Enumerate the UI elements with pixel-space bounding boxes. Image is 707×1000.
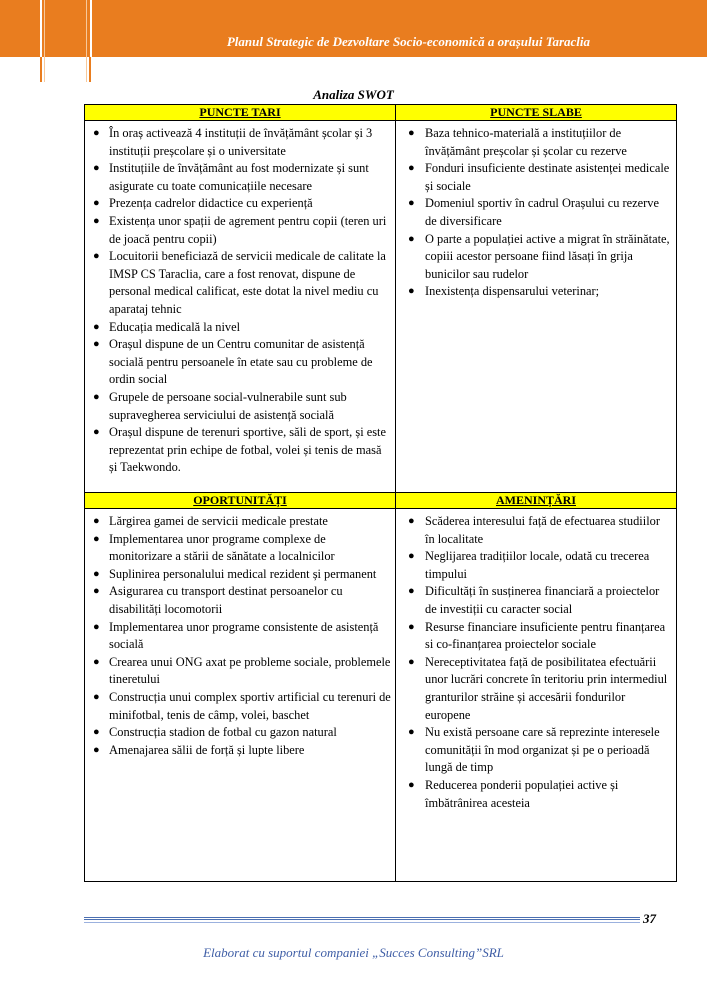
list-item-text: Implementarea unor programe complexe de monitorizare a stării de sănătate a localnicilor <box>109 531 335 564</box>
threats-list <box>396 509 676 812</box>
list-item <box>396 583 672 618</box>
list-item-text: Existența unor spații de agrement pentru copii (teren uri de joacă pentru copii) <box>109 213 387 246</box>
list-item-text: Grupele de persoane social-vulnerabile sunt sub supravegherea serviciului de asistență socială <box>109 389 347 422</box>
bullet-icon: ● <box>93 585 100 598</box>
list-item <box>85 566 391 584</box>
list-item-text: Crearea unui ONG axat pe probleme sociale, problemele tineretului <box>109 654 391 687</box>
list-item <box>85 125 391 160</box>
list-item-text: Reducerea ponderii populației active și îmbătrânirea acesteia <box>425 777 619 810</box>
bullet-icon: ● <box>93 214 100 227</box>
list-item <box>396 619 672 654</box>
bullet-icon: ● <box>408 515 415 527</box>
list-item <box>85 513 391 531</box>
list-item-text: Baza tehnico-materială a instituțiilor de învățământ preșcolar și școlar cu rezerve <box>425 126 627 158</box>
opportunities-list <box>85 509 395 759</box>
header-decor-line <box>40 57 42 82</box>
list-item-text: Implementarea unor programe consistente de asistență socială <box>109 619 379 652</box>
bullet-icon: ● <box>93 390 100 403</box>
opportunities-heading: OPORTUNITĂȚI <box>85 493 396 509</box>
table-caption: Analiza SWOT <box>313 87 394 102</box>
bullet-icon: ● <box>408 162 415 175</box>
list-item <box>396 283 672 301</box>
list-item <box>396 777 672 812</box>
bullet-icon: ● <box>408 197 415 210</box>
bullet-icon: ● <box>93 620 100 633</box>
list-item <box>85 336 391 389</box>
page-number: 37 <box>643 911 656 926</box>
bullet-icon: ● <box>93 515 100 527</box>
strengths-cell <box>85 121 396 493</box>
list-item <box>85 160 391 195</box>
header-decor-line <box>89 57 91 82</box>
list-item-text: Domeniul sportiv în cadrul Orașului cu rezerve de diversificare <box>425 196 659 228</box>
list-item-text: Neglijarea tradițiilor locale, odată cu trecerea timpului <box>425 549 650 581</box>
strengths-heading: PUNCTE TARI <box>85 105 396 121</box>
bullet-icon: ● <box>93 250 100 263</box>
list-item <box>396 160 672 195</box>
list-item <box>85 531 391 566</box>
list-item-text: Suplinirea personalului medical rezident și permanent <box>109 566 377 581</box>
bullet-icon: ● <box>93 690 100 703</box>
list-item <box>85 689 391 724</box>
list-item-text: Amenajarea sălii de forță și lupte libere <box>109 742 305 757</box>
list-item-text: Dificultăți în susținerea financiară a proiectelor de investiții cu caracter social <box>425 584 660 616</box>
list-item-text: Inexistența dispensarului veterinar; <box>425 284 600 299</box>
bullet-icon: ● <box>93 567 100 580</box>
bullet-icon: ● <box>408 127 415 139</box>
list-item-text: În oraș activează 4 instituții de învățământ școlar și 3 instituții preșcolare și o universitate <box>109 126 373 158</box>
bullet-icon: ● <box>408 655 415 668</box>
list-item <box>396 125 672 160</box>
list-item <box>85 654 391 689</box>
bullet-icon: ● <box>93 655 100 668</box>
list-item-text: Nereceptivitatea față de posibilitatea efectuării unor lucrări concrete în teritoriu prin intermediul granturilor străine și accesării fondurilor europene <box>425 654 668 722</box>
list-item <box>85 619 391 654</box>
list-item <box>85 742 391 760</box>
list-item-text: Construcția unui complex sportiv artificial cu terenuri de minifotbal, tenis de câmp, volei, baschet <box>109 689 391 722</box>
list-item <box>85 213 391 248</box>
list-item <box>85 389 391 424</box>
bullet-icon: ● <box>93 743 100 756</box>
list-item-text: Educația medicală la nivel <box>109 319 241 334</box>
document-header-title: Planul Strategic de Dezvoltare Socio-economică a orașului Taraclia <box>226 34 590 49</box>
bullet-icon: ● <box>408 726 415 739</box>
list-item <box>396 654 672 724</box>
bullet-icon: ● <box>408 620 415 633</box>
bullet-icon: ● <box>93 127 100 139</box>
list-item <box>396 513 672 548</box>
bullet-icon: ● <box>408 585 415 598</box>
header-decor-line <box>44 0 45 82</box>
bullet-icon: ● <box>93 726 100 739</box>
list-item-text: Scăderea interesului față de efectuarea studiilor în localitate <box>425 514 660 546</box>
list-item <box>396 548 672 583</box>
opportunities-cell <box>85 509 396 882</box>
list-item <box>85 248 391 318</box>
bullet-icon: ● <box>93 338 100 351</box>
list-item <box>396 195 672 230</box>
bullet-icon: ● <box>93 197 100 210</box>
bullet-icon: ● <box>408 285 415 298</box>
list-item <box>85 583 391 618</box>
bullet-icon: ● <box>408 778 415 791</box>
list-item-text: Orașul dispune de terenuri sportive, săli de sport, și este reprezentat prin echipe de fotbal, volei și tenis de masă și Taekwondo. <box>109 425 387 475</box>
list-item-text: Asigurarea cu transport destinat persoanelor cu disabilități locomotorii <box>109 584 343 616</box>
weaknesses-cell <box>396 121 677 493</box>
list-item <box>85 724 391 742</box>
threats-cell <box>396 509 677 882</box>
list-item <box>396 231 672 284</box>
bullet-icon: ● <box>93 320 100 333</box>
bullet-icon: ● <box>93 426 100 439</box>
bullet-icon: ● <box>93 532 100 545</box>
bullet-icon: ● <box>408 232 415 245</box>
footer-rule <box>84 917 640 920</box>
list-item-text: Instituțiile de învățământ au fost modernizate și sunt asigurate cu toate comunicațiile necesare <box>109 161 369 193</box>
list-item-text: Fonduri insuficiente destinate asistenței medicale și sociale <box>425 161 670 193</box>
list-item-text: O parte a populației active a migrat în străinătate, copiii acestor persoane fiind lăsați în grija bunicilor sau rudelor <box>425 231 670 281</box>
weaknesses-heading: PUNCTE SLABE <box>396 105 677 121</box>
bullet-icon: ● <box>408 550 415 563</box>
list-item-text: Locuitorii beneficiază de servicii medicale de calitate la IMSP CS Taraclia, care a fost renovat, dispune de personal medical calificat, este dotat la nivel mediu cu aparataj tehnic <box>109 249 386 316</box>
footer-rule-thin <box>84 922 640 923</box>
list-item-text: Prezența cadrelor didactice cu experiență <box>109 196 313 211</box>
swot-table <box>84 104 677 882</box>
list-item-text: Lărgirea gamei de servicii medicale prestate <box>109 514 328 528</box>
footer-credit: Elaborat cu suportul companiei „Succes Consulting”SRL <box>203 945 504 960</box>
strengths-list <box>85 121 395 477</box>
weaknesses-list <box>396 121 676 301</box>
list-item-text: Construcția stadion de fotbal cu gazon natural <box>109 725 337 740</box>
list-item <box>85 195 391 213</box>
list-item-text: Nu există persoane care să reprezinte interesele comunității în mod organizat și pe o perioadă lungă de timp <box>425 725 660 775</box>
list-item <box>85 424 391 477</box>
bullet-icon: ● <box>93 162 100 175</box>
list-item <box>396 724 672 777</box>
list-item <box>85 319 391 337</box>
list-item-text: Resurse financiare insuficiente pentru finanțarea si co-finanțarea proiectelor sociale <box>425 619 666 652</box>
list-item-text: Orașul dispune de un Centru comunitar de asistență socială pentru persoanele în etate sau cu probleme de ordin social <box>109 337 373 387</box>
threats-heading: AMENINȚĂRI <box>396 493 677 509</box>
header-decor-line <box>86 0 87 82</box>
